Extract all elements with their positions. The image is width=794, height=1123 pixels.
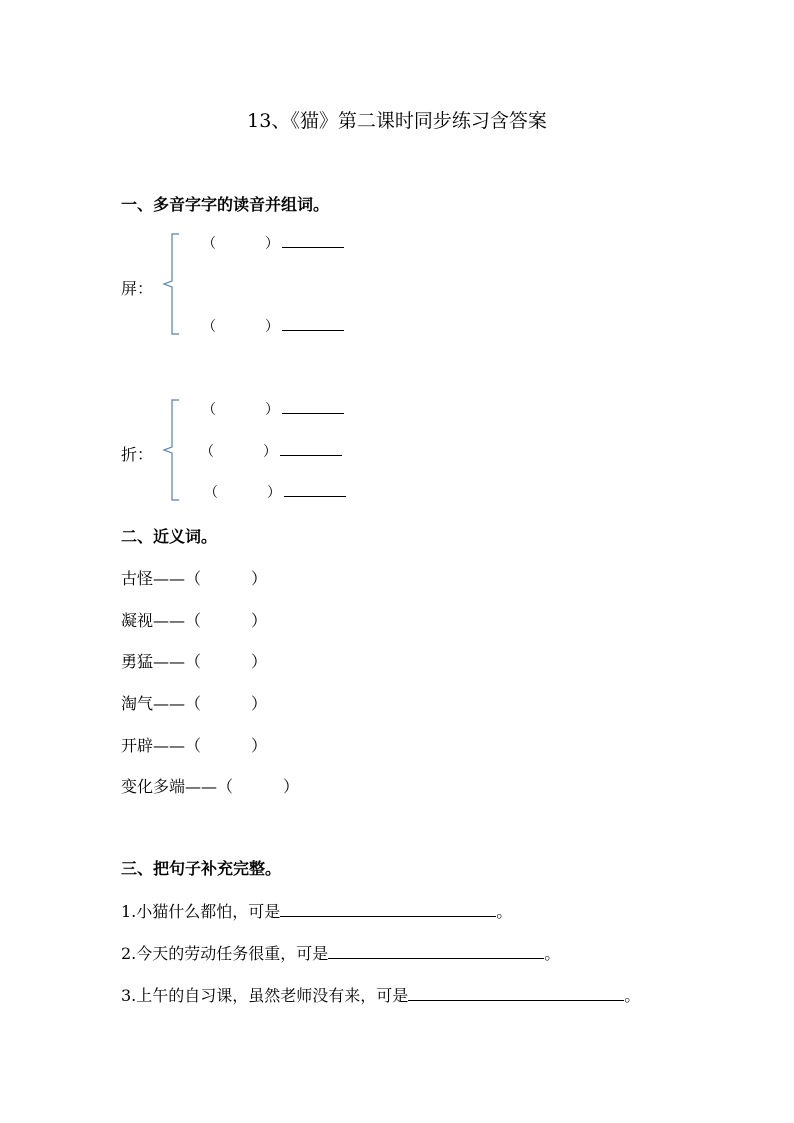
section-1-heading: 一、多音字字的读音并组词。	[121, 195, 330, 214]
synonym-item: 古怪——（ ）	[121, 569, 268, 588]
sentence-item: 1.小猫什么都怕，可是 。	[121, 902, 513, 921]
synonym-item: 开辟——（ ）	[121, 736, 268, 755]
synonym-item: 变化多端——（ ）	[121, 777, 300, 796]
answer-blank[interactable]	[284, 496, 346, 497]
answer-blank[interactable]	[280, 455, 342, 456]
section-3-heading: 三、把句子补充完整。	[121, 859, 282, 878]
brace-icon	[160, 232, 182, 336]
synonym-item: 凝视——（ ）	[121, 611, 268, 630]
answer-blank[interactable]	[408, 988, 624, 1001]
answer-blank[interactable]	[282, 247, 344, 248]
sentence-item: 2.今天的劳动任务很重，可是 。	[121, 944, 561, 963]
synonym-item: 淘气——（ ）	[121, 694, 268, 713]
polyphone-char-ping: 屏：	[121, 279, 154, 298]
page-title: 13、《猫》第二课时同步练习含答案	[247, 110, 547, 132]
answer-blank[interactable]	[282, 330, 344, 331]
answer-blank[interactable]	[280, 904, 496, 917]
sentence-item: 3.上午的自习课，虽然老师没有来，可是 。	[121, 986, 641, 1005]
answer-blank[interactable]	[328, 946, 544, 959]
synonym-item: 勇猛——（ ）	[121, 652, 268, 671]
answer-blank[interactable]	[282, 413, 344, 414]
polyphone-char-zhe: 折：	[121, 445, 154, 464]
section-2-heading: 二、近义词。	[121, 527, 218, 546]
brace-icon	[160, 398, 182, 502]
